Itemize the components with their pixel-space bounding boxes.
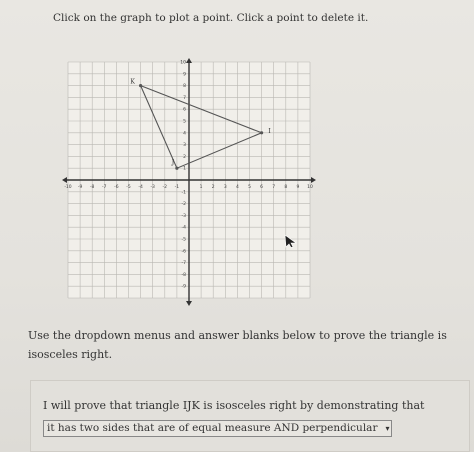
x-tick-label: 4 — [235, 185, 239, 190]
chevron-down-icon: ▾ — [385, 424, 390, 433]
y-tick-label: 10 — [180, 60, 186, 66]
x-tick-label: -9 — [77, 185, 83, 190]
point-K[interactable] — [139, 84, 142, 87]
y-tick-label: 2 — [183, 154, 186, 160]
y-tick-label: -6 — [181, 249, 186, 255]
y-tick-label: 1 — [183, 166, 186, 172]
x-tick-label: 1 — [199, 185, 203, 190]
x-tick-label: -4 — [138, 185, 143, 190]
y-tick-label: -1 — [181, 190, 186, 196]
mouse-cursor-icon — [284, 234, 298, 248]
x-tick-label: -1 — [174, 185, 180, 190]
y-tick-label: -2 — [181, 202, 186, 208]
x-tick-label: -8 — [89, 185, 95, 190]
point-label-I: I — [268, 127, 271, 135]
x-tick-label: -5 — [126, 185, 131, 190]
y-axis-arrow-down — [186, 301, 192, 306]
y-tick-label: -4 — [181, 225, 186, 231]
y-tick-label: -7 — [181, 261, 186, 267]
y-tick-label: 6 — [183, 107, 186, 113]
answer-box — [30, 380, 470, 452]
prompt-text: Use the dropdown menus and answer blanks below to prove the triangle is isosceles right. — [28, 329, 447, 361]
x-tick-label: 6 — [260, 185, 264, 190]
x-axis-arrow-left — [62, 177, 67, 183]
point-J[interactable] — [175, 167, 178, 170]
y-tick-label: 5 — [183, 119, 186, 125]
answer-statement: I will prove that triangle IJK is isosceles right by demonstrating that — [43, 399, 425, 412]
y-tick-label: -9 — [181, 284, 186, 290]
y-tick-label: 7 — [183, 95, 186, 101]
y-tick-label: -3 — [181, 213, 186, 219]
x-tick-label: -7 — [102, 185, 107, 190]
x-tick-label: 7 — [272, 185, 276, 190]
y-tick-label: 3 — [183, 143, 186, 149]
y-tick-label: 8 — [183, 84, 186, 90]
x-tick-label: 8 — [284, 185, 288, 190]
y-tick-label: 4 — [183, 131, 186, 137]
reason-dropdown-value: it has two sides that are of equal measure AND perpendicular — [47, 422, 378, 434]
x-tick-label: 9 — [296, 185, 300, 190]
x-tick-label: -3 — [150, 185, 155, 190]
x-tick-label: 2 — [211, 185, 215, 190]
y-tick-label: -5 — [181, 237, 186, 243]
x-tick-label: -2 — [162, 185, 168, 190]
point-I[interactable] — [260, 131, 263, 134]
x-tick-label: -6 — [114, 185, 119, 190]
point-label-J: J — [171, 159, 175, 167]
x-tick-label: -10 — [64, 185, 72, 190]
coordinate-graph[interactable] — [62, 58, 318, 306]
y-tick-label: -8 — [181, 272, 186, 278]
instruction-text: Click on the graph to plot a point. Click a point to delete it. — [53, 12, 369, 24]
y-axis-arrow-up — [186, 58, 192, 63]
point-label-K: K — [130, 78, 135, 86]
x-tick-label: 10 — [307, 185, 313, 190]
y-tick-label: 9 — [183, 72, 186, 78]
x-tick-label: 3 — [223, 185, 227, 190]
reason-dropdown[interactable] — [43, 420, 392, 437]
x-tick-label: 5 — [248, 185, 251, 190]
x-axis-arrow-right — [311, 177, 316, 183]
